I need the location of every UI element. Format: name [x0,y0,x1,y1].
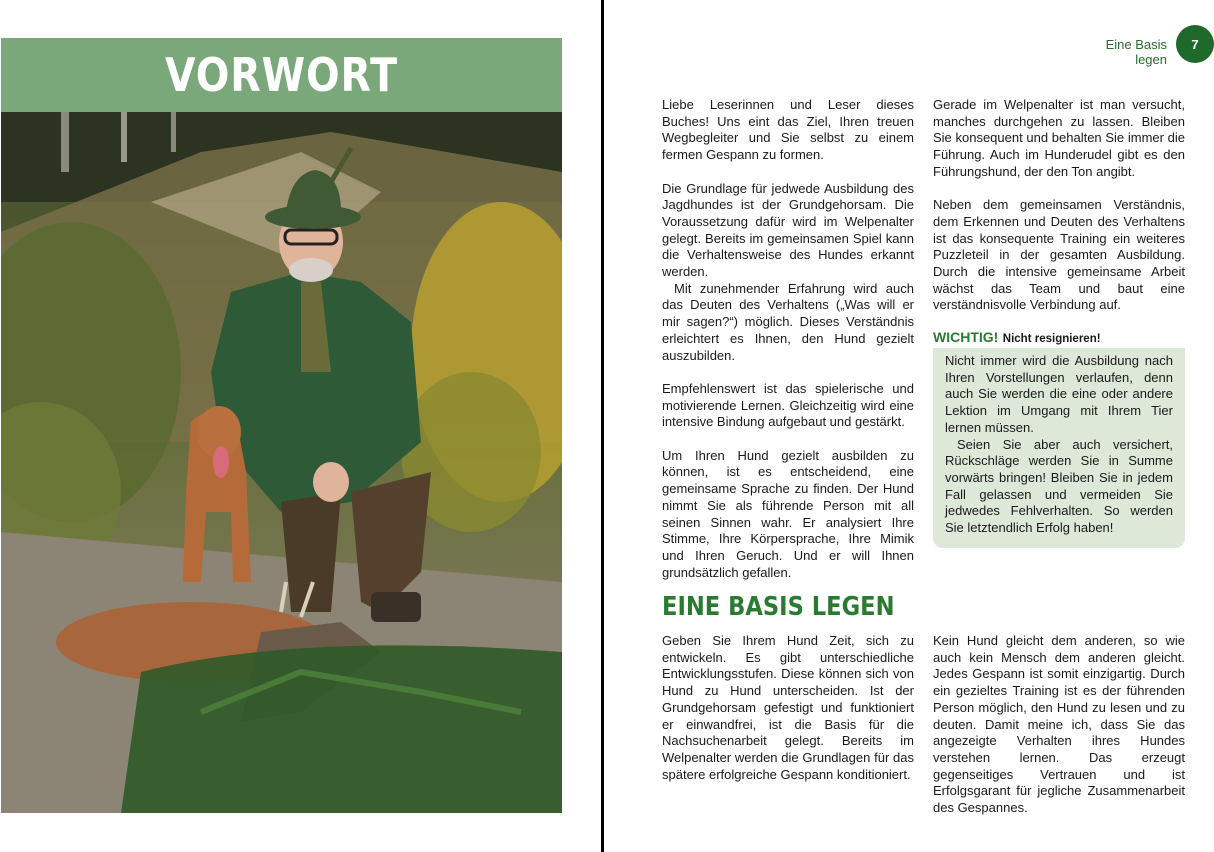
important-box [933,348,1185,548]
paragraph: Neben dem gemeinsamen Verständnis, dem Erkennen und Deuten des Verhaltens ist das konsequente Training ein weiteres Puzzleteil in der gesamten Ausbildung. Durch die intensive gemeinsame Arbeit wächst das Team und baut eine verständnisvolle Verbindung auf. [933,197,1185,313]
paragraph: Die Grundlage für jedwede Ausbildung des Jagdhundes ist der Grundgehorsam. Die Voraussetzung dafür wird im Welpenalter gelegt. Bereits im gemeinsamen Spiel kann die Verhaltensweise des Hundes erkannt werden. [662,180,914,280]
section-column-2 [933,633,1185,817]
paragraph: Kein Hund gleicht dem anderen, so wie auch kein Mensch dem anderen gleicht. Jedes Gespann ist somit einzigartig. Durch ein gezieltes Training ist es der führenden Person möglich, den Hund zu lesen und zu deuten. Damit meine ich, dass Sie das angezeigte Verhalten ihres Hundes verstehen lernen. Das erzeugt gegenseitiges Vertrauen und ist Erfolgsgarant für jegliche Zusammenarbeit des Gespannes. [933,633,1185,816]
section-title: EINE BASIS LEGEN [662,592,895,622]
right-page [604,0,1214,852]
paragraph: Gerade im Welpenalter ist man versucht, manches durchgehen zu lassen. Bleiben Sie konsequent und behalten Sie immer die Führung. Auch im Hunderudel gibt es den Führungshund, der den Ton angibt. [933,97,1185,179]
paragraph: Empfehlenswert ist das spielerische und motivierende Lernen. Gleichzeitig wird eine intensive Bindung aufgebaut und gestärkt. [662,380,914,430]
paragraph: Um Ihren Hund gezielt ausbilden zu können, ist es entscheidend, eine gemeinsame Sprache zu finden. Der Hund nimmt Sie als führende Person mit all seinen Sinnen wahr. Er analysiert Ihre Stimme, Ihre Körpersprache, Ihre Mimik und Ihren Geruch. Und er will Ihnen grundsätzlich gefallen. [662,447,914,580]
paragraph: Liebe Leserinnen und Leser dieses Buches! Uns eint das Ziel, Ihren treuen Wegbegleiter und Sie selbst zu einem fermen Gespann zu formen. [662,97,914,163]
hunter-photo-illustration [1,112,562,813]
paragraph: Seien Sie aber auch versichert, Rückschläge werden Sie in Summe vorwärts bringen! Bleiben Sie in jedem Fall gelassen und vermeiden Sie jedwedes Fehlverhalten. So werden Sie letztendlich Erfolg haben! [945,436,1173,536]
left-page [0,0,602,852]
section-column-1 [662,633,914,783]
important-title: Nicht resignieren! [1002,333,1101,345]
paragraph: Nicht immer wird die Ausbildung nach Ihren Vorstellungen verlaufen, denn auch Sie werden die eine oder andere Lektion im Umgang mit Ihrem Tier lernen müssen. [945,353,1173,435]
paragraph: Geben Sie Ihrem Hund Zeit, sich zu entwickeln. Es gibt unterschiedliche Entwicklungsstufen. Diese können sich von Hund zu Hund unterscheiden. Ist der Grundgehorsam gefestigt und funktioniert er einwandfrei, ist die Basis für die Nachsuchenarbeit gelegt. Bereits im Welpenalter werden die Grundlagen für das spätere erfolgreiche Gespann konditioniert. [662,633,914,782]
running-head: Eine Basis legen [1105,37,1167,67]
paragraph: Mit zunehmender Erfahrung wird auch das Deuten des Verhaltens („Was will er mir sagen?“) möglich. Dieses Verständnis erleichtert es Ihnen, den Hund gezielt auszubilden. [662,280,914,363]
intro-column-2 [933,97,1185,314]
hunter-photo [1,112,562,813]
intro-column-1 [662,97,914,581]
important-label: WICHTIG! [933,329,999,345]
page-number: 7 [1176,25,1214,63]
chapter-title: VORWORT [165,48,398,102]
chapter-title-banner [1,38,562,112]
